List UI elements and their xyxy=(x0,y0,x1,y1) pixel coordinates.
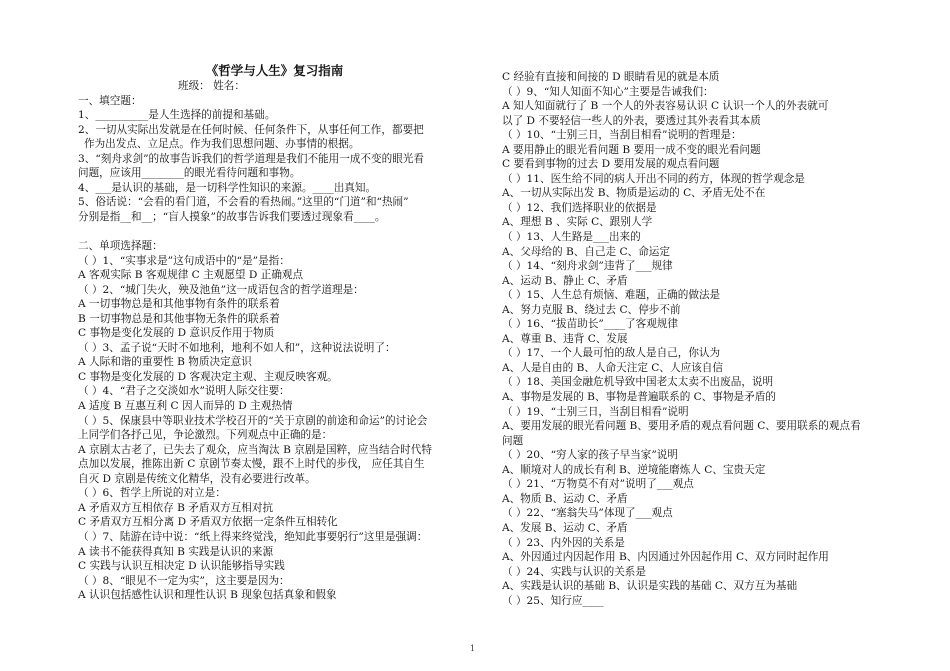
text-line: 5、俗话说：“会看的看门道，不会看的看热闹。”这里的“门道”和“热闹” xyxy=(78,196,409,209)
text-line: A 要用静止的眼光看问题 B 要用一成不变的眼光看问题 xyxy=(502,143,761,156)
document-title: 《哲学与人生》复习指南 xyxy=(205,63,344,78)
text-line: （ ）14、“刻舟求剑”违背了___规律 xyxy=(502,260,673,273)
text-line: A 客观实际 B 客观规律 C 主观愿望 D 正确观点 xyxy=(78,269,304,282)
text-line: （ ）5、保康县中等职业技术学校召开的“关于京剧的前途和命运”的讨论会 xyxy=(78,414,428,427)
text-line: A、事物是发展的 B、事物是普遍联系的 C、事物是矛盾的 xyxy=(502,391,776,404)
text-line: （ ）11、医生给不同的病人开出不同的药方，体现的哲学观念是 xyxy=(502,172,805,185)
text-line: （ ）6、哲学上所说的对立是： xyxy=(78,487,226,500)
text-line: （ ）13、人生路是___出来的 xyxy=(502,231,641,244)
text-line: （ ）1、“实事求是”这句成语中的“是”是指： xyxy=(78,254,290,267)
text-line: A、运动 B、静止 C、矛盾 xyxy=(502,274,628,287)
text-line: （ ）7、陆游在诗中说：“纸上得来终觉浅，绝知此事要躬行”这里是强调： xyxy=(78,530,428,543)
text-line: （ ）9、“知人知面不知心”主要是告诫我们： xyxy=(502,85,714,98)
text-line: A 适度 B 互惠互利 C 因人而异的 D 主观热情 xyxy=(78,400,293,413)
text-line: （ ）25、知行应____ xyxy=(502,594,604,607)
text-line: A、物质 B、运动 C、矛盾 xyxy=(502,492,628,505)
text-line: （ ）8、“眼见不一定为实”，这主要是因为： xyxy=(78,574,290,587)
text-line: 点加以发展，推陈出新 C 京剧节奏太慢，跟不上时代的步伐， 应任其自生 xyxy=(78,458,425,471)
text-line: （ ）17、一个人最可怕的敌人是自己，你认为 xyxy=(502,347,721,360)
text-line: （ ）20、“穷人家的孩子早当家”说明 xyxy=(502,449,678,462)
text-line: （ ）24、实践与认识的关系是 xyxy=(502,565,646,578)
text-line: A、尊重 B、违背 C、发展 xyxy=(502,332,628,345)
page-number: 1 xyxy=(470,644,476,653)
right-column xyxy=(502,70,882,608)
text-line: 作为出发点、立足点。作为我们思想问题、办事情的根据。 xyxy=(84,138,360,151)
text-line: （ ）4、“君子之交淡如水”说明人际交往要： xyxy=(78,385,290,398)
text-line: 4、___是认识的基础，是一切科学性知识的来源。____出真知。 xyxy=(78,181,377,194)
text-line: A、顺境对人的成长有利 B、逆境能磨炼人 C、宝贵天定 xyxy=(502,463,766,476)
text-line: （ ）21、“万物莫不有对”说明了___观点 xyxy=(502,478,694,491)
text-line: 自灭 D 京剧是传统文化精华，没有必要进行改革。 xyxy=(78,472,316,485)
text-line: A、外因通过内因起作用 B、内因通过外因起作用 C、双方同时起作用 xyxy=(502,551,829,564)
text-line: C 事物是变化发展的 D 客观决定主观、主观反映客观。 xyxy=(78,370,338,383)
text-line: （ ）12、我们选择职业的依据是 xyxy=(502,201,657,214)
text-line: C 实践与认识互相决定 D 认识能够指导实践 xyxy=(78,560,285,573)
text-line: A、人是自由的 B、人命天注定 C、人应该自信 xyxy=(502,361,723,374)
text-line: A、一切从实际出发 B、物质是运动的 C、矛盾无处不在 xyxy=(502,187,766,200)
text-line: A 人际和谐的重要性 B 物质决定意识 xyxy=(78,356,252,369)
text-line: 1、__________是人生选择的前提和基础。 xyxy=(78,109,276,122)
text-line: A、实践是认识的基础 B、认识是实践的基础 C、双方互为基础 xyxy=(502,580,798,593)
text-line: （ ）18、美国金融危机导致中国老太太卖不出废品，说明 xyxy=(502,376,774,389)
text-line: 班级： 姓名： xyxy=(178,80,245,92)
text-line: A 认识包括感性认识和理性认识 B 现象包括真象和假象 xyxy=(78,589,337,602)
text-line: A、努力克服 B、绕过去 C、停步不前 xyxy=(502,303,681,316)
text-line: （ ）23、内外因的关系是 xyxy=(502,536,625,549)
text-line: C 要看到事物的过去 D 要用发展的观点看问题 xyxy=(502,158,720,171)
text-line: 二、单项选择题： xyxy=(78,240,163,253)
text-line: （ ）15、人生总有烦恼、难题，正确的做法是 xyxy=(502,289,721,302)
text-line: C 事物是变化发展的 D 意识反作用于物质 xyxy=(78,327,275,340)
text-line: 上同学们各抒己见，争论激烈。下列观点中正确的是： xyxy=(78,429,333,442)
text-line: A 知人知面就行了 B 一个人的外表容易认识 C 认识一个人的外表就可 xyxy=(502,100,829,113)
text-line: A 一切事物总是和其他事物有条件的联系着 xyxy=(78,298,280,311)
text-line: （ ）2、“城门失火，殃及池鱼”这一成语包含的哲学道理是： xyxy=(78,283,364,296)
text-line: 一、填空题： xyxy=(78,94,142,107)
text-line: B 一切事物总是和其他事物无条件的联系着 xyxy=(78,312,280,325)
text-line: 问题，应该用________的眼光看待问题和事物。 xyxy=(78,167,301,180)
text-line: 2、一切从实际出发就是在任何时候、任何条件下，从事任何工作，都要把 xyxy=(78,123,424,136)
text-line: 3、“刻舟求剑”的故事告诉我们的哲学道理是我们不能用一成不变的眼光看 xyxy=(78,152,424,165)
text-line: A 京剧太古老了，已失去了观众，应当淘汰 B 京剧是国粹，应当结合时代特 xyxy=(78,443,432,456)
text-line: A 矛盾双方互相依存 B 矛盾双方互相对抗 xyxy=(78,501,274,514)
text-line: A、要用发展的眼光看问题 B、要用矛盾的观点看问题 C、要用联系的观点看 xyxy=(502,420,861,433)
text-line: （ ）10、“士别三日，当刮目相看”说明的哲理是： xyxy=(502,129,742,142)
text-line: A、理想 B 、实际 C、跟别人学 xyxy=(502,216,653,229)
text-line: （ ）16、“拔苗助长”____了客观规律 xyxy=(502,318,678,331)
text-line xyxy=(78,224,461,239)
text-line: 问题 xyxy=(502,434,524,447)
text-line: A、父母给的 B、自己走 C、命运定 xyxy=(502,245,670,258)
text-line: （ ）3、孟子说“天时不如地利，地利不如人和”，这种说法说明了： xyxy=(78,341,396,354)
left-column xyxy=(78,62,461,603)
text-line: 分别是指__和__；“盲人摸象”的故事告诉我们要透过现象看____。 xyxy=(78,210,386,223)
text-line: 以了 D 不要轻信一些人的外表，要透过其外表看其本质 xyxy=(502,114,761,127)
text-line: A、发展 B、运动 C、矛盾 xyxy=(502,521,628,534)
text-line: A 读书不能获得真知 B 实践是认识的来源 xyxy=(78,545,274,558)
text-line: （ ）22、“塞翁失马”体现了___观点 xyxy=(502,507,673,520)
text-line: C 矛盾双方互相分离 D 矛盾双方依据一定条件互相转化 xyxy=(78,516,338,529)
text-line: C 经验有直接和间接的 D 眼睛看见的就是本质 xyxy=(502,71,720,83)
text-line: （ ）19、“士别三日，当刮目相看”说明 xyxy=(502,405,689,418)
